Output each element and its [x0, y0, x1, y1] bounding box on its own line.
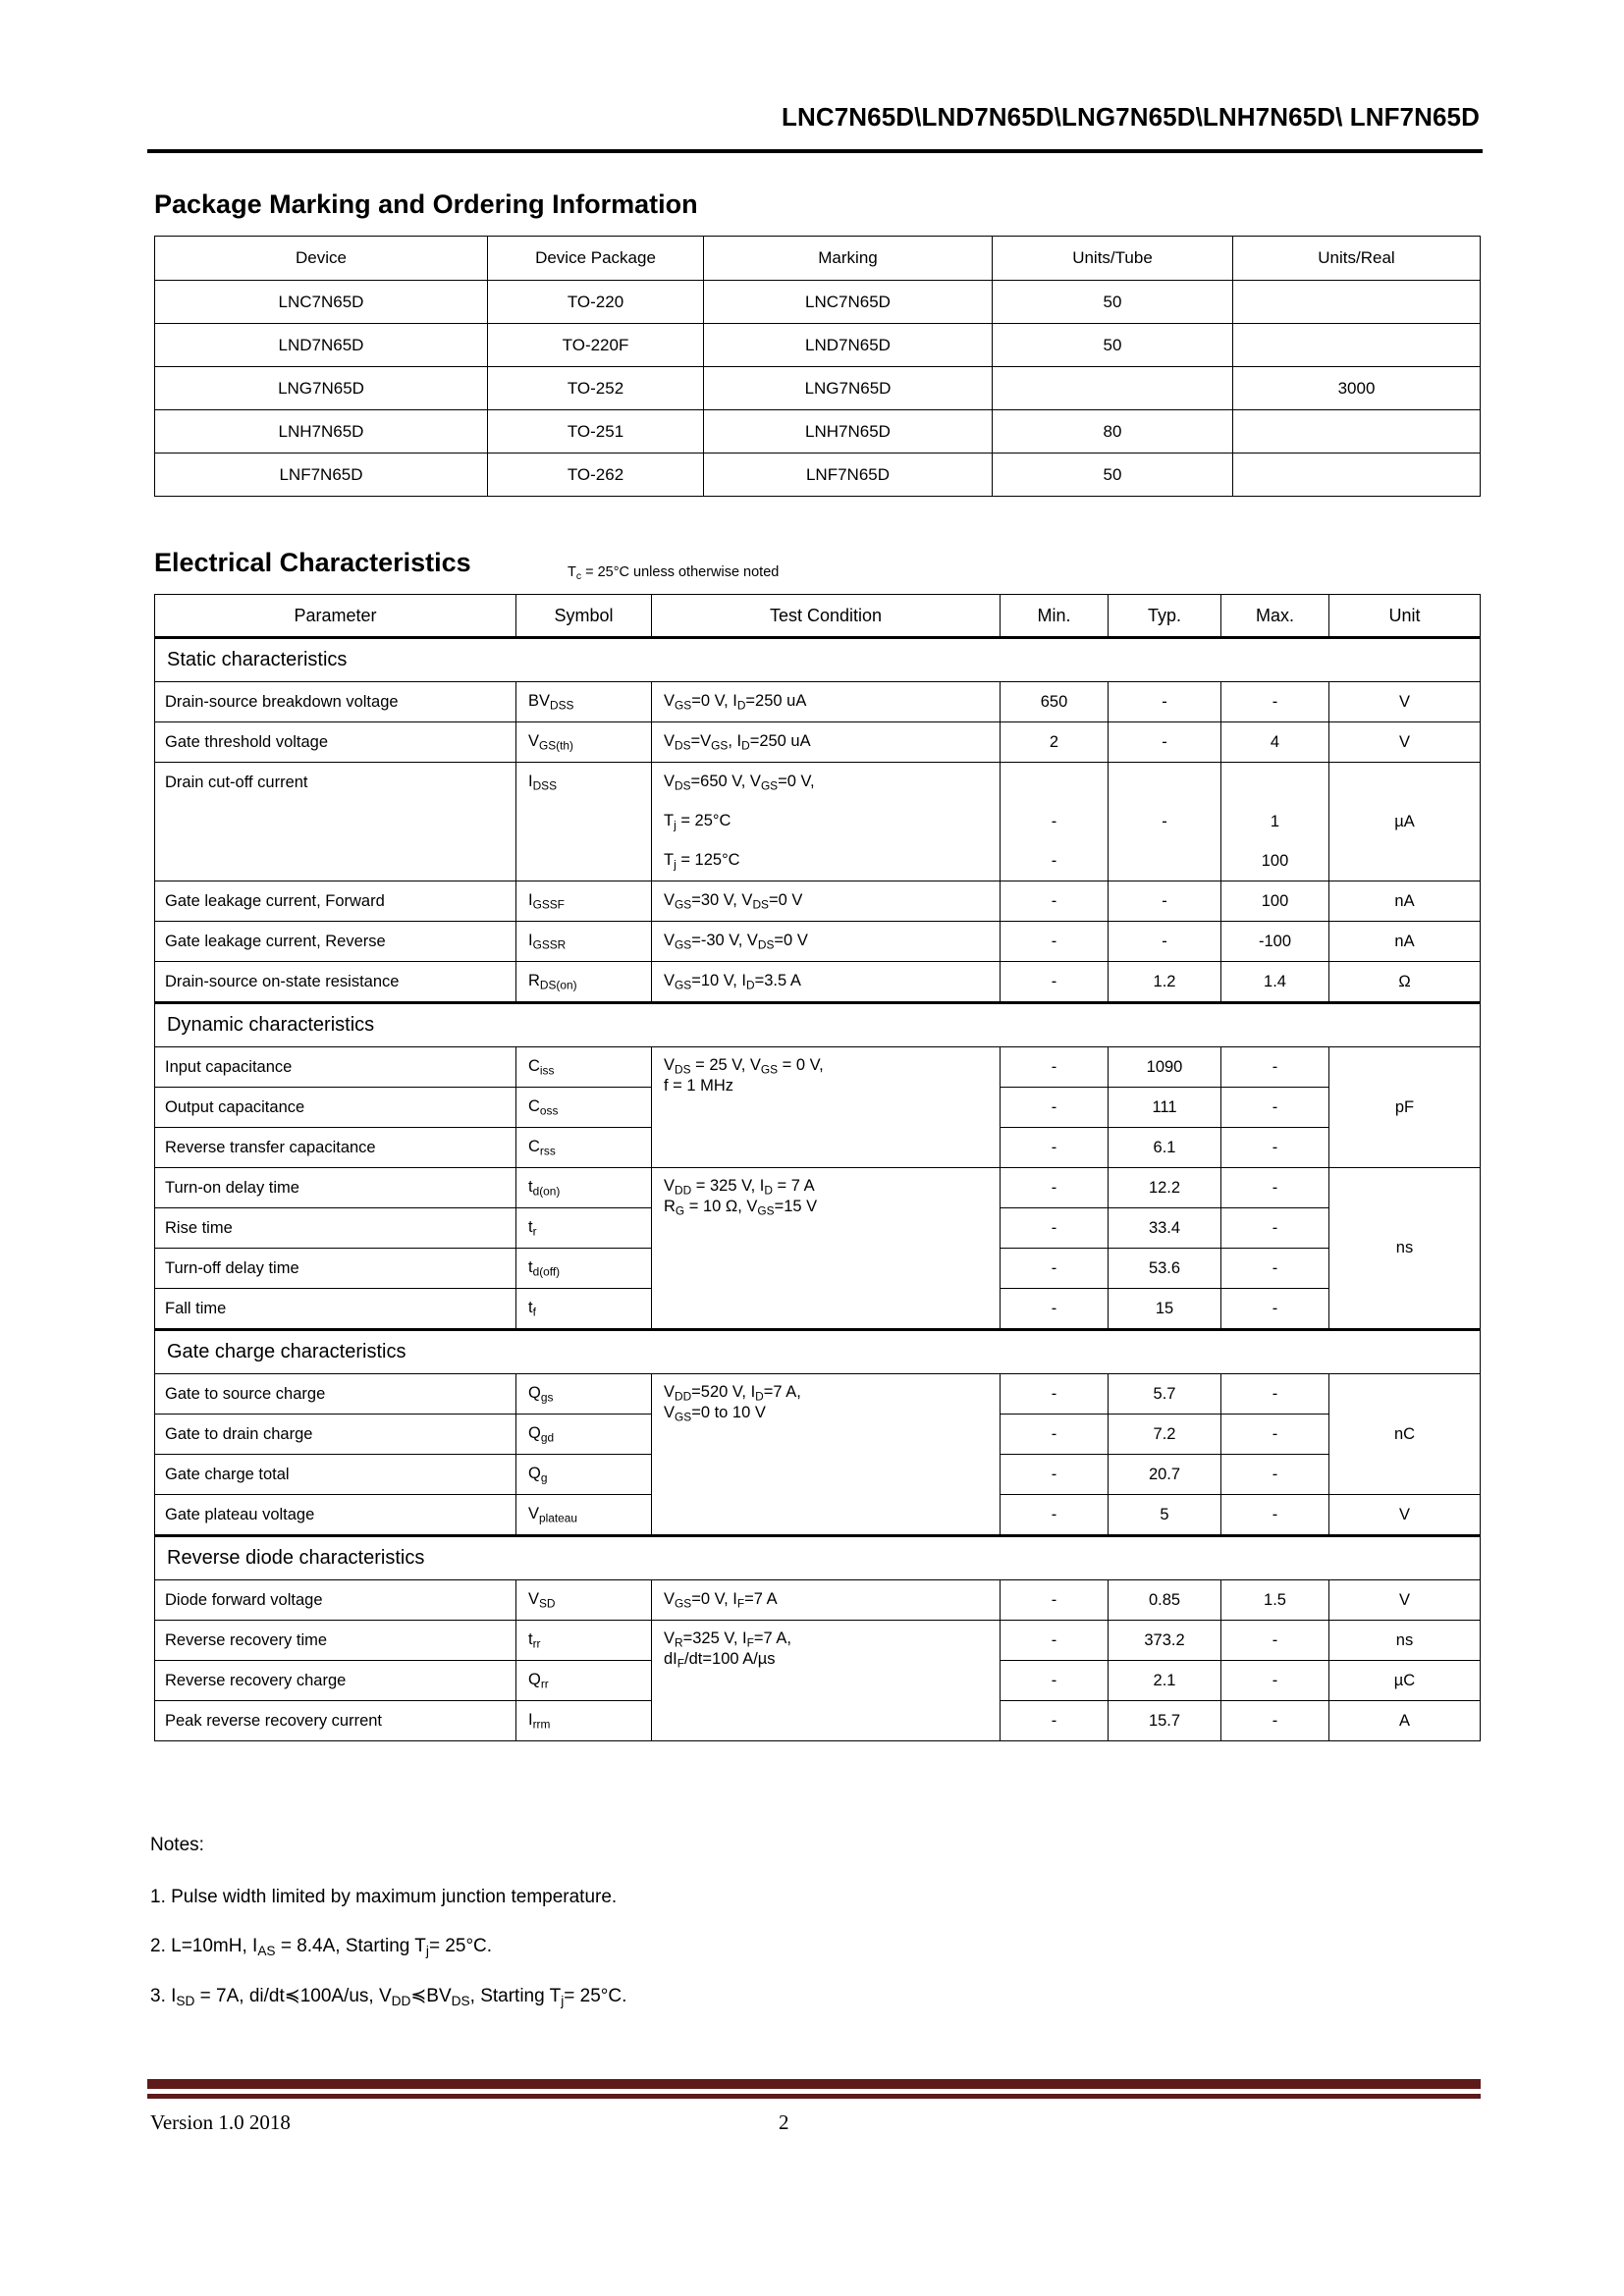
cell-device: LNC7N65D [155, 281, 488, 324]
table-row [155, 922, 1481, 962]
cell-parameter: Reverse recovery charge [155, 1661, 516, 1701]
note-item-2: 2. L=10mH, $I_{AS} = 8.4A$, Starting $T_j= 25^\circ C$. [150, 1936, 493, 1958]
symbol-base: C [528, 1056, 540, 1075]
cell-symbol [516, 962, 652, 1003]
cell-min: - [1001, 1374, 1109, 1415]
cell-min: - [1001, 1701, 1109, 1741]
cell-parameter: Gate to source charge [155, 1374, 516, 1415]
cell-symbol [516, 1580, 652, 1621]
symbol-sub: d(off) [532, 1263, 561, 1278]
cell-typ: - [1109, 682, 1221, 722]
cell-max: - [1221, 1128, 1329, 1168]
cell-symbol-cont [516, 841, 652, 881]
table-row [155, 722, 1481, 763]
footer-version: Version 1.0 2018 [150, 2110, 291, 2134]
cond-sub: c [575, 570, 582, 582]
table-row [155, 763, 1481, 803]
cell-symbol [516, 1249, 652, 1289]
symbol-base: I [528, 931, 533, 949]
note-item-3: 3. $I_{SD} = 7A$, di/dt≼100A/us, $V_{DD}≼BV_{DS}$, Starting $T_j= 25^\circ C$. [150, 1986, 627, 2008]
cell-parameter: Fall time [155, 1289, 516, 1330]
symbol-sub: rrm [532, 1716, 551, 1731]
cell-symbol [516, 922, 652, 962]
group-header-row [155, 1330, 1481, 1374]
electrical-condition-note [568, 564, 779, 582]
symbol-sub: SD [539, 1595, 556, 1610]
cell-max: 100 [1221, 841, 1329, 881]
symbol-base: V [528, 1504, 540, 1522]
table-row [155, 281, 1481, 324]
footer-page-number: 2 [779, 2110, 789, 2134]
cell-typ: 111 [1109, 1088, 1221, 1128]
cell-max: - [1221, 1374, 1329, 1415]
col-header-min: Min. [1001, 595, 1109, 638]
document-header [154, 102, 1480, 133]
cell-min: 2 [1001, 722, 1109, 763]
notes-heading: Notes: [150, 1835, 204, 1855]
cell-units-tube: 50 [993, 281, 1233, 324]
table-row [155, 324, 1481, 367]
group-label-static: Static characteristics [155, 638, 1481, 682]
cell-max: - [1221, 1415, 1329, 1455]
symbol-sub: oss [539, 1102, 559, 1117]
table-row [155, 1374, 1481, 1415]
symbol-base: t [528, 1257, 533, 1276]
cell-max: -100 [1221, 922, 1329, 962]
cell-max: - [1221, 1621, 1329, 1661]
col-header-unit: Unit [1329, 595, 1481, 638]
cell-max: - [1221, 1088, 1329, 1128]
cell-max: - [1221, 1495, 1329, 1536]
table-row [155, 962, 1481, 1003]
symbol-base: t [528, 1298, 533, 1316]
table-row [155, 410, 1481, 454]
symbol-sub: DSS [532, 777, 558, 792]
footer-rule-top [147, 2079, 1481, 2089]
cell-typ: 15 [1109, 1289, 1221, 1330]
cell-min: - [1001, 1208, 1109, 1249]
table-row [155, 682, 1481, 722]
cell-parameter: Turn-on delay time [155, 1168, 516, 1208]
cell-device: LND7N65D [155, 324, 488, 367]
symbol-base: V [528, 1589, 540, 1608]
cell-min: - [1001, 841, 1109, 881]
cell-test-condition: $V_R=325$ V, $I_F=7$ A, $dI_F/dt=100$ A/µs [652, 1621, 1001, 1741]
cell-unit: pF [1329, 1047, 1481, 1168]
cell-min: - [1001, 1289, 1109, 1330]
group-label-gate-charge: Gate charge characteristics [155, 1330, 1481, 1374]
table-row [155, 1047, 1481, 1088]
cell-min: - [1001, 1495, 1109, 1536]
cell-min: - [1001, 1415, 1109, 1455]
header-part-numbers: LNC7N65D\LND7N65D\LNG7N65D\LNH7N65D\ LNF7N65D [781, 102, 1480, 132]
symbol-base: C [528, 1137, 540, 1155]
table-row [155, 1621, 1481, 1661]
symbol-base: V [528, 731, 540, 750]
cell-symbol [516, 1415, 652, 1455]
cell-unit: ns [1329, 1621, 1481, 1661]
cell-unit: nA [1329, 881, 1481, 922]
col-header-max: Max. [1221, 595, 1329, 638]
package-section-title: Package Marking and Ordering Information [154, 189, 698, 219]
cell-max: - [1221, 682, 1329, 722]
package-ordering-table [154, 236, 1481, 497]
cell-max: - [1221, 1661, 1329, 1701]
cell-test-condition: $V_{DD}=520$ V, $I_D=7$ A, $V_{GS}=0$ to 10 V [652, 1374, 1001, 1536]
cell-typ: 20.7 [1109, 1455, 1221, 1495]
cell-device: LNG7N65D [155, 367, 488, 410]
symbol-base: Q [528, 1670, 541, 1688]
cell-units-tube [993, 367, 1233, 410]
note-item-1: 1. Pulse width limited by maximum junction temperature. [150, 1887, 618, 1907]
cell-unit: ns [1329, 1168, 1481, 1330]
cell-parameter: Reverse recovery time [155, 1621, 516, 1661]
cell-symbol [516, 1168, 652, 1208]
cell-parameter: Drain cut-off current [155, 763, 516, 803]
cell-max: - [1221, 1208, 1329, 1249]
cell-min: - [1001, 1455, 1109, 1495]
cell-test-condition: $T_j = 125^\circ C$ [652, 841, 1001, 881]
cell-parameter: Gate threshold voltage [155, 722, 516, 763]
cell-typ: 53.6 [1109, 1249, 1221, 1289]
col-header-units-tube: Units/Tube [993, 237, 1233, 281]
cell-min: - [1001, 962, 1109, 1003]
cell-parameter: Turn-off delay time [155, 1249, 516, 1289]
table-header-row [155, 237, 1481, 281]
symbol-base: t [528, 1217, 533, 1236]
cell-typ: 12.2 [1109, 1168, 1221, 1208]
group-label-reverse-diode: Reverse diode characteristics [155, 1536, 1481, 1580]
cell-unit: µC [1329, 1661, 1481, 1701]
col-header-symbol: Symbol [516, 595, 652, 638]
cell-max: - [1221, 1455, 1329, 1495]
cell-min: - [1001, 1047, 1109, 1088]
header-rule [147, 149, 1483, 153]
cell-symbol [516, 763, 652, 803]
symbol-base: BV [528, 691, 551, 710]
cell-marking: LNC7N65D [704, 281, 993, 324]
cell-typ: - [1109, 763, 1221, 881]
cell-test-condition: $T_j = 25^\circ C$ [652, 802, 1001, 841]
cell-test-condition: $V_{DS}=V_{GS}$, $I_D=250$ uA [652, 722, 1001, 763]
cell-marking: LNG7N65D [704, 367, 993, 410]
symbol-base: t [528, 1177, 533, 1196]
cell-max: - [1221, 1249, 1329, 1289]
cell-symbol [516, 1208, 652, 1249]
symbol-base: t [528, 1629, 533, 1648]
cell-max: - [1221, 1168, 1329, 1208]
cell-max: 4 [1221, 722, 1329, 763]
cell-min: - [1001, 1249, 1109, 1289]
cell-parameter: Gate charge total [155, 1455, 516, 1495]
cell-units-tube: 80 [993, 410, 1233, 454]
cell-max: - [1221, 1701, 1329, 1741]
cell-symbol [516, 881, 652, 922]
cell-min: - [1001, 1168, 1109, 1208]
cell-test-condition: $V_{DS}=650$ V, $V_{GS}=0$ V, [652, 763, 1001, 803]
symbol-sub: GSSF [532, 896, 565, 911]
cell-symbol [516, 1621, 652, 1661]
cell-symbol [516, 1128, 652, 1168]
symbol-base: Q [528, 1423, 541, 1442]
col-header-device-package: Device Package [488, 237, 704, 281]
col-header-marking: Marking [704, 237, 993, 281]
table-row [155, 841, 1481, 881]
cell-parameter-cont [155, 841, 516, 881]
cond-rest: = 25°C unless otherwise noted [581, 564, 780, 580]
cell-unit: V [1329, 1580, 1481, 1621]
cell-symbol [516, 1455, 652, 1495]
cell-min: - [1001, 881, 1109, 922]
cell-units-real [1233, 281, 1481, 324]
symbol-sub: rss [539, 1143, 556, 1157]
table-header-row [155, 595, 1481, 638]
cell-unit: V [1329, 682, 1481, 722]
cell-min: - [1001, 1128, 1109, 1168]
cell-package: TO-251 [488, 410, 704, 454]
cell-test-condition: $V_{DD} = 325$ V, $I_D = 7$ A $R_G = 10$ Ω, $V_{GS}=15$ V [652, 1168, 1001, 1330]
cell-typ: 33.4 [1109, 1208, 1221, 1249]
cell-typ: 1090 [1109, 1047, 1221, 1088]
cell-device: LNF7N65D [155, 454, 488, 497]
cell-test-condition: $V_{GS}=10$ V, $I_D=3.5$ A [652, 962, 1001, 1003]
cell-test-condition: $V_{GS}=0$ V, $I_D=250$ uA [652, 682, 1001, 722]
symbol-base: Q [528, 1383, 541, 1402]
cell-max: 100 [1221, 881, 1329, 922]
symbol-sub: d(on) [532, 1183, 561, 1198]
cell-symbol [516, 1495, 652, 1536]
cell-max: - [1221, 1047, 1329, 1088]
col-header-typ: Typ. [1109, 595, 1221, 638]
cell-symbol [516, 682, 652, 722]
symbol-base: I [528, 1710, 533, 1729]
col-header-units-real: Units/Real [1233, 237, 1481, 281]
cell-units-real [1233, 454, 1481, 497]
cell-min: - [1001, 802, 1109, 841]
cell-parameter: Gate plateau voltage [155, 1495, 516, 1536]
cell-typ: 15.7 [1109, 1701, 1221, 1741]
table-row [155, 367, 1481, 410]
cell-unit: V [1329, 722, 1481, 763]
cell-test-condition: $V_{DS} = 25$ V, $V_{GS} = 0$ V, f = 1 MHz [652, 1047, 1001, 1168]
cell-typ: 1.2 [1109, 962, 1221, 1003]
cell-test-condition: $V_{GS}=30$ V, $V_{DS}=0$ V [652, 881, 1001, 922]
cell-test-condition: $V_{GS}=0$ V, $I_F=7$ A [652, 1580, 1001, 1621]
cell-symbol [516, 1289, 652, 1330]
cell-test-condition: $V_{GS}=-30$ V, $V_{DS}=0$ V [652, 922, 1001, 962]
group-label-dynamic: Dynamic characteristics [155, 1003, 1481, 1047]
cell-symbol [516, 1047, 652, 1088]
cell-min: - [1001, 922, 1109, 962]
symbol-sub: DS(on) [539, 977, 577, 991]
cell-unit: nC [1329, 1374, 1481, 1495]
table-row [155, 802, 1481, 841]
electrical-section-title: Electrical Characteristics [154, 548, 471, 577]
cell-min: - [1001, 1621, 1109, 1661]
cell-typ: 7.2 [1109, 1415, 1221, 1455]
cell-parameter: Rise time [155, 1208, 516, 1249]
cell-unit: Ω [1329, 962, 1481, 1003]
cell-typ: 5 [1109, 1495, 1221, 1536]
symbol-sub: gs [540, 1389, 554, 1404]
symbol-sub: rr [540, 1676, 549, 1690]
cell-min: - [1001, 1088, 1109, 1128]
symbol-base: C [528, 1096, 540, 1115]
cell-symbol [516, 1088, 652, 1128]
cell-package: TO-252 [488, 367, 704, 410]
cell-unit: A [1329, 1701, 1481, 1741]
cell-typ: 373.2 [1109, 1621, 1221, 1661]
symbol-sub: gd [540, 1429, 555, 1444]
symbol-sub: rr [532, 1635, 541, 1650]
cell-package: TO-262 [488, 454, 704, 497]
symbol-sub: iss [539, 1062, 555, 1077]
cell-symbol [516, 1374, 652, 1415]
symbol-sub: DSS [550, 697, 574, 712]
cell-parameter: Gate leakage current, Reverse [155, 922, 516, 962]
cell-min [1001, 763, 1109, 803]
symbol-base: I [528, 772, 533, 790]
footer-rule-bottom [147, 2094, 1481, 2099]
table-row [155, 1580, 1481, 1621]
group-header-row [155, 638, 1481, 682]
electrical-characteristics-table [154, 594, 1481, 1741]
cell-units-real [1233, 410, 1481, 454]
cell-parameter: Peak reverse recovery current [155, 1701, 516, 1741]
cell-units-real: 3000 [1233, 367, 1481, 410]
cell-unit: V [1329, 1495, 1481, 1536]
cell-typ: - [1109, 922, 1221, 962]
cell-units-real [1233, 324, 1481, 367]
cell-symbol-cont [516, 802, 652, 841]
symbol-sub: GSSR [532, 936, 567, 951]
cell-device: LNH7N65D [155, 410, 488, 454]
table-row [155, 881, 1481, 922]
cell-parameter: Reverse transfer capacitance [155, 1128, 516, 1168]
cell-typ: 6.1 [1109, 1128, 1221, 1168]
group-header-row [155, 1003, 1481, 1047]
cell-parameter: Gate leakage current, Forward [155, 881, 516, 922]
cell-symbol [516, 722, 652, 763]
cell-typ: 0.85 [1109, 1580, 1221, 1621]
cell-symbol [516, 1661, 652, 1701]
cell-parameter: Input capacitance [155, 1047, 516, 1088]
cell-typ: - [1109, 722, 1221, 763]
symbol-base: I [528, 890, 533, 909]
cell-max: 1.5 [1221, 1580, 1329, 1621]
col-header-test-condition: Test Condition [652, 595, 1001, 638]
cell-unit: nA [1329, 922, 1481, 962]
cell-max: - [1221, 1289, 1329, 1330]
symbol-sub: g [540, 1469, 548, 1484]
table-row [155, 454, 1481, 497]
cell-parameter: Gate to drain charge [155, 1415, 516, 1455]
cell-marking: LNF7N65D [704, 454, 993, 497]
cell-package: TO-220 [488, 281, 704, 324]
cell-unit: µA [1329, 763, 1481, 881]
symbol-sub: f [532, 1304, 536, 1318]
cell-symbol [516, 1701, 652, 1741]
symbol-base: R [528, 971, 540, 989]
symbol-sub: GS(th) [539, 737, 573, 752]
cell-max: 1 [1221, 802, 1329, 841]
table-row [155, 1168, 1481, 1208]
cell-typ: 5.7 [1109, 1374, 1221, 1415]
cell-parameter: Drain-source breakdown voltage [155, 682, 516, 722]
cond-prefix: T [568, 564, 576, 580]
col-header-device: Device [155, 237, 488, 281]
cell-package: TO-220F [488, 324, 704, 367]
cell-min: 650 [1001, 682, 1109, 722]
cell-typ: - [1109, 881, 1221, 922]
cell-min: - [1001, 1580, 1109, 1621]
cell-marking: LNH7N65D [704, 410, 993, 454]
cell-parameter: Diode forward voltage [155, 1580, 516, 1621]
cell-parameter: Drain-source on-state resistance [155, 962, 516, 1003]
cell-units-tube: 50 [993, 324, 1233, 367]
cell-units-tube: 50 [993, 454, 1233, 497]
cell-parameter-cont [155, 802, 516, 841]
cell-max [1221, 763, 1329, 803]
symbol-sub: plateau [539, 1510, 577, 1524]
cell-max: 1.4 [1221, 962, 1329, 1003]
cell-typ: 2.1 [1109, 1661, 1221, 1701]
cell-parameter: Output capacitance [155, 1088, 516, 1128]
symbol-base: Q [528, 1464, 541, 1482]
cell-marking: LND7N65D [704, 324, 993, 367]
col-header-parameter: Parameter [155, 595, 516, 638]
symbol-sub: r [532, 1223, 537, 1238]
group-header-row [155, 1536, 1481, 1580]
cell-min: - [1001, 1661, 1109, 1701]
